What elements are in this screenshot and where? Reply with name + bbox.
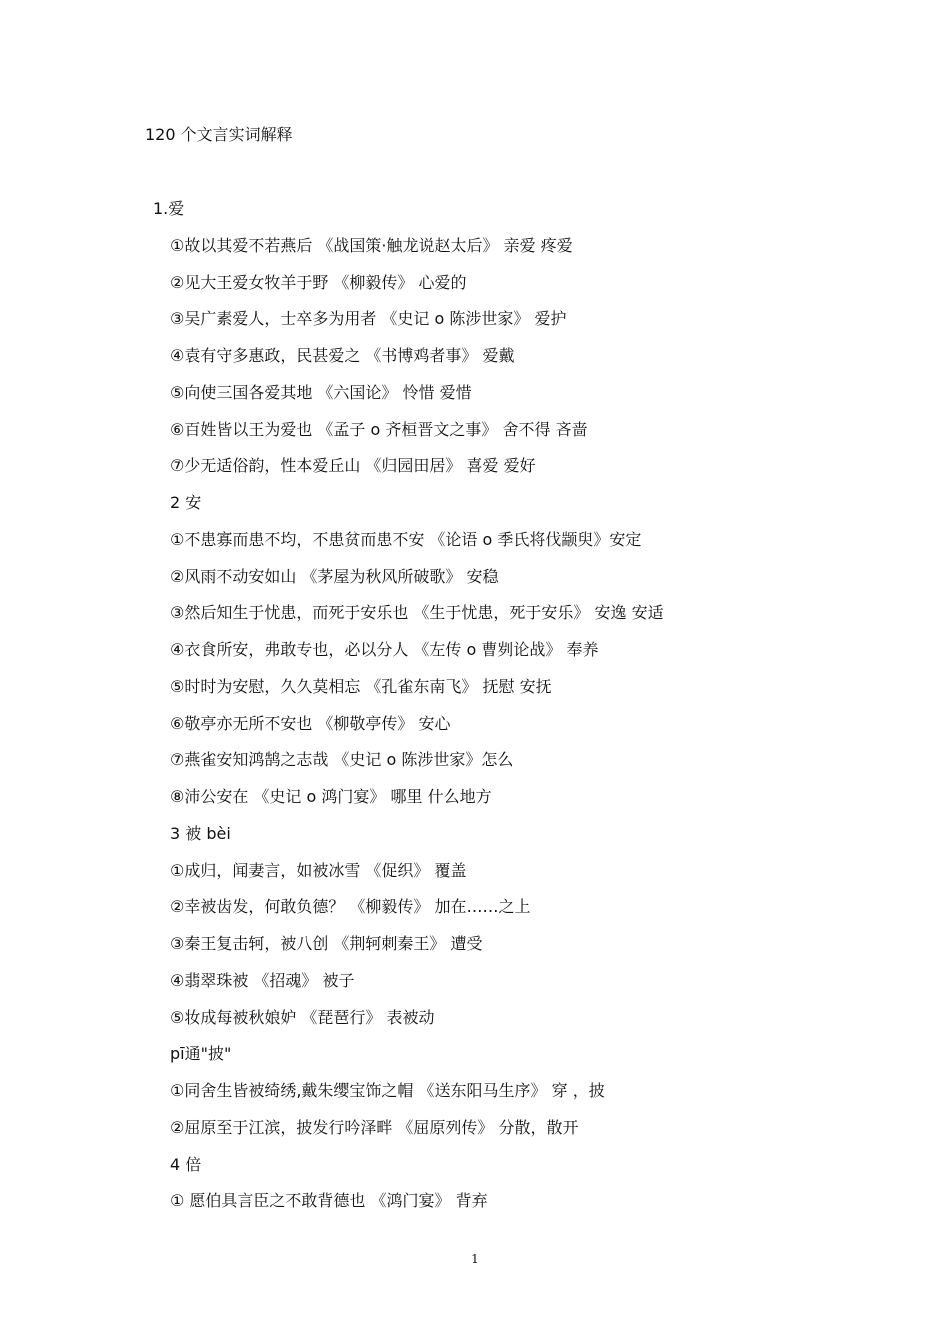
entry-example: ④袁有守多惠政，民甚爱之 《书博鸡者事》 爱戴 (170, 346, 515, 365)
entry-example: ⑧沛公安在 《史记 o 鸿门宴》 哪里 什么地方 (170, 787, 492, 806)
entry-example: ①故以其爱不若燕后 《战国策·触龙说赵太后》 亲爱 疼爱 (170, 235, 573, 255)
entry-example: ⑦燕雀安知鸿鹄之志哉 《史记 o 陈涉世家》怎么 (170, 750, 514, 770)
entry-example: ③吴广素爱人，士卒多为用者 《史记 o 陈涉世家》 爱护 (170, 309, 567, 329)
entry-example: ①成归，闻妻言，如被冰雪 《促织》 覆盖 (170, 860, 467, 880)
entry-example: ③秦王复击轲，被八创 《荆轲刺秦王》 遭受 (170, 934, 483, 953)
entry-example: ⑦少无适俗韵，性本爱丘山 《归园田居》 喜爱 爱好 (170, 456, 536, 476)
entry-example: ① 愿伯具言臣之不敢背德也 《鸿门宴》 背弃 (170, 1191, 488, 1211)
entry-example: ②风雨不动安如山 《茅屋为秋风所破歌》 安稳 (170, 566, 499, 586)
entry-example: ③然后知生于忧患，而死于安乐也 《生于忧患，死于安乐》 安逸 安适 (170, 603, 664, 623)
entry-example: ①同舍生皆被绮绣,戴朱缨宝饰之帽 《送东阳马生序》 穿 ，披 (170, 1081, 605, 1100)
entry-example: ⑥百姓皆以王为爱也 《孟子 o 齐桓晋文之事》 舍不得 吝啬 (170, 419, 588, 439)
entry-heading: 4 倍 (170, 1154, 202, 1174)
entry-example: ④翡翠珠被 《招魂》 被子 (170, 970, 355, 990)
entry-example: ①不患寡而患不均，不患贫而患不安 《论语 o 季氏将伐颛臾》安定 (170, 529, 642, 549)
entry-example: ②见大王爱女牧羊于野 《柳毅传》 心爱的 (170, 272, 467, 292)
entry-subheading: pī通"披" (170, 1044, 232, 1064)
entry-example: ④衣食所安，弗敢专也，必以分人 《左传 o 曹刿论战》 奉养 (170, 640, 599, 659)
entry-heading: 1.爱 (153, 199, 185, 218)
document-title: 120 个文言实词解释 (145, 125, 293, 144)
entry-example: ⑤向使三国各爱其地 《六国论》 怜惜 爱惜 (170, 382, 472, 402)
entry-list (0, 197, 950, 1226)
entry-example: ②屈原至于江滨，披发行吟泽畔 《屈原列传》 分散，散开 (170, 1117, 579, 1137)
entry-example: ⑥敬亭亦无所不安也 《柳敬亭传》 安心 (170, 713, 451, 733)
page-number: 1 (471, 1252, 479, 1266)
entry-example: ⑤妆成每被秋娘妒 《琵琶行》 表被动 (170, 1007, 435, 1027)
entry-heading: 2 安 (170, 493, 202, 512)
entry-example: ⑤时时为安慰，久久莫相忘 《孔雀东南飞》 抚慰 安抚 (170, 676, 552, 696)
entry-example: ②幸被齿发，何敢负德？ 《柳毅传》 加在……之上 (170, 897, 531, 917)
entry-heading: 3 被 bèi (170, 823, 231, 843)
